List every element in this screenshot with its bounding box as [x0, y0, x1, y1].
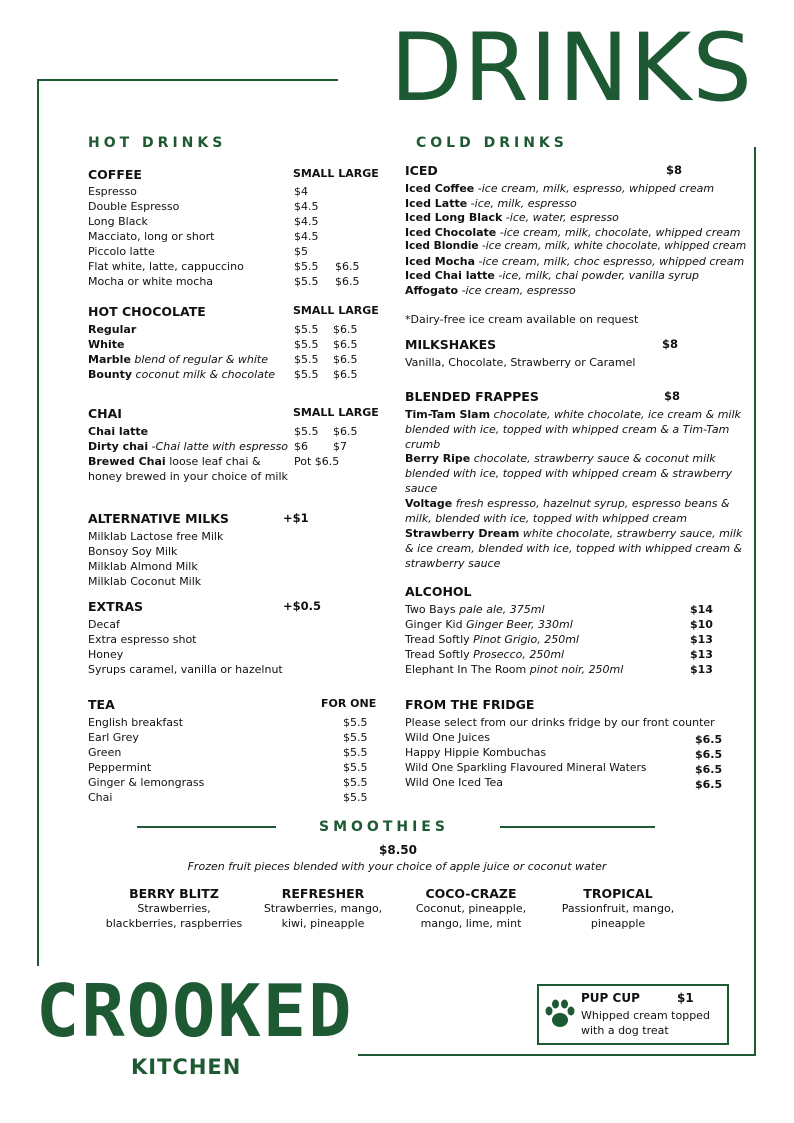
price: $5.5: [294, 368, 319, 381]
list-item: Syrups caramel, vanilla or hazelnut: [88, 663, 283, 676]
price: $5.5: [294, 338, 319, 351]
menu-item: Iced Chocolate -ice cream, milk, chocolate, whipped cream: [405, 226, 741, 239]
price: $6.5: [695, 763, 723, 776]
smoothie-ingredients: pineapple: [590, 917, 646, 930]
price: $5.5: [343, 731, 368, 744]
price: $4.5: [294, 230, 319, 243]
chai-heading: CHAI: [88, 406, 122, 421]
price: $4: [294, 185, 308, 198]
menu-item: Brewed Chai loose leaf chai &: [88, 455, 261, 468]
price: $6.5: [333, 368, 358, 381]
cold-drinks-heading: COLD DRINKS: [416, 135, 568, 151]
iced-price: $8: [666, 163, 683, 177]
price: $6.5: [335, 260, 360, 273]
price: $5.5: [343, 746, 368, 759]
frame-left-line: [37, 79, 39, 966]
list-item: Decaf: [88, 618, 120, 631]
menu-item: Double Espresso: [88, 200, 180, 213]
menu-item: Iced Coffee -ice cream, milk, espresso, whipped cream: [405, 182, 715, 195]
alt-milks-price: +$1: [283, 511, 309, 525]
price: $5.5: [294, 260, 319, 273]
price: $14: [690, 603, 713, 616]
tea-size-header: FOR ONE: [321, 697, 377, 710]
price: $5.5: [294, 425, 319, 438]
smoothies-desc: Frozen fruit pieces blended with your choice of apple juice or coconut water: [187, 860, 607, 873]
menu-item: Flat white, latte, cappuccino: [88, 260, 244, 273]
menu-item: Iced Blondie -ice cream, milk, white chocolate, whipped cream: [405, 240, 747, 252]
menu-item: Chai: [88, 791, 113, 804]
list-item: Milklab Lactose free Milk: [88, 530, 224, 543]
frappe-item: Strawberry Dream white chocolate, strawberry sauce, milk & ice cream, blended with ice, topped with whipped cream & strawberry sauce: [405, 527, 743, 570]
smoothie-ingredients: blackberries, raspberries: [105, 917, 243, 930]
price: $6.5: [333, 323, 358, 336]
smoothie-name: COCO-CRAZE: [425, 886, 517, 901]
price: $5.5: [294, 323, 319, 336]
menu-item: Two Bays pale ale, 375ml: [405, 603, 545, 616]
extras-price: +$0.5: [283, 599, 322, 613]
smoothie-name: TROPICAL: [583, 886, 653, 901]
coffee-heading: COFFEE: [88, 167, 142, 182]
alt-milks-heading: ALTERNATIVE MILKS: [88, 511, 229, 526]
price: $13: [690, 663, 713, 676]
menu-item: Dirty chai -Chai latte with espresso: [88, 440, 289, 453]
hot-chocolate-size-header: SMALL LARGE: [293, 304, 379, 317]
menu-item: Iced Latte -ice, milk, espresso: [405, 197, 577, 210]
pup-cup-box: [537, 984, 729, 1045]
smoothie-ingredients: Strawberries, mango,: [263, 902, 383, 915]
menu-item: Ginger & lemongrass: [88, 776, 205, 789]
menu-item: Green: [88, 746, 122, 759]
frappes-price: $8: [664, 389, 681, 403]
menu-item: Tread Softly Prosecco, 250ml: [405, 648, 565, 661]
price: $6.5: [695, 778, 723, 791]
menu-item: Long Black: [88, 215, 148, 228]
smoothie-ingredients: kiwi, pineapple: [281, 917, 365, 930]
price: $6: [294, 440, 308, 453]
list-item: Bonsoy Soy Milk: [88, 545, 178, 558]
menu-item: Affogato -ice cream, espresso: [405, 284, 576, 297]
menu-item: Wild One Sparkling Flavoured Mineral Waters: [405, 761, 647, 774]
smoothie-ingredients: mango, lime, mint: [420, 917, 522, 930]
price: $5.5: [343, 716, 368, 729]
price: $6.5: [695, 748, 723, 761]
list-item: Honey: [88, 648, 124, 661]
price: $5.5: [294, 353, 319, 366]
alcohol-heading: ALCOHOL: [405, 584, 472, 599]
dairy-free-note: *Dairy-free ice cream available on request: [405, 313, 639, 326]
pup-cup-name: PUP CUP: [581, 991, 640, 1005]
price: $6.5: [333, 353, 358, 366]
frappe-item: Voltage fresh espresso, hazelnut syrup, espresso beans & milk, blended with ice, topped with whipped cream: [405, 497, 730, 525]
menu-item: Piccolo latte: [88, 245, 155, 258]
price: $5.5: [343, 761, 368, 774]
menu-item: English breakfast: [88, 716, 184, 729]
fridge-intro: Please select from our drinks fridge by our front counter: [405, 716, 715, 729]
frappe-item: Berry Ripe chocolate, strawberry sauce & coconut milk blended with ice, topped with whipped cream & strawberry sauce: [405, 452, 733, 495]
price: $13: [690, 633, 713, 646]
menu-item: Iced Long Black -ice, water, espresso: [405, 211, 619, 224]
menu-item: Wild One Iced Tea: [405, 776, 504, 789]
smoothie-name: REFRESHER: [281, 886, 365, 901]
menu-item: Regular: [88, 323, 137, 336]
milkshakes-price: $8: [662, 337, 679, 351]
menu-item: Elephant In The Room pinot noir, 250ml: [405, 663, 624, 676]
price: $4.5: [294, 215, 319, 228]
pup-cup-desc: Whipped cream topped: [581, 1009, 710, 1022]
smoothie-name: BERRY BLITZ: [129, 886, 219, 901]
smoothies-price: $8.50: [379, 843, 417, 857]
price: $6.5: [333, 425, 358, 438]
price: $6.5: [333, 338, 358, 351]
list-item: Milklab Almond Milk: [88, 560, 198, 573]
menu-item-desc: honey brewed in your choice of milk: [88, 470, 288, 483]
price: $4.5: [294, 200, 319, 213]
smoothies-rule-left: [137, 826, 276, 828]
price: Pot $6.5: [294, 455, 340, 468]
price: $5.5: [343, 776, 368, 789]
paw-icon: [542, 996, 578, 1036]
price: $7: [333, 440, 347, 453]
pup-cup-desc: with a dog treat: [581, 1024, 669, 1037]
milkshake-flavours: Vanilla, Chocolate, Strawberry or Caramel: [405, 356, 636, 369]
smoothie-item: [396, 886, 546, 931]
frappe-item: Tim-Tam Slam chocolate, white chocolate, ice cream & milk blended with ice, topped with whipped cream & a Tim-Tam crumb: [405, 408, 741, 451]
price: $5.5: [343, 791, 368, 804]
smoothie-item: [543, 886, 693, 931]
list-item: Extra espresso shot: [88, 633, 197, 646]
frame-top-line: [37, 79, 338, 81]
menu-item: Macciato, long or short: [88, 230, 215, 243]
menu-item: Iced Mocha -ice cream, milk, choc espresso, whipped cream: [405, 255, 745, 268]
hot-drinks-heading: HOT DRINKS: [88, 135, 227, 151]
smoothie-item: [99, 886, 249, 931]
smoothie-ingredients: Passionfruit, mango,: [561, 902, 675, 915]
milkshakes-heading: MILKSHAKES: [405, 337, 497, 352]
hot-chocolate-heading: HOT CHOCOLATE: [88, 304, 206, 319]
frame-right-line: [754, 147, 756, 1055]
menu-item: Tread Softly Pinot Grigio, 250ml: [405, 633, 579, 646]
price: $10: [690, 618, 713, 631]
chai-size-header: SMALL LARGE: [293, 406, 379, 419]
smoothies-heading: SMOOTHIES: [319, 819, 449, 835]
menu-item: Earl Grey: [88, 731, 139, 744]
price: $5.5: [294, 275, 319, 288]
menu-item: Peppermint: [88, 761, 152, 774]
menu-item: Marble blend of regular & white: [88, 353, 268, 366]
menu-item: Wild One Juices: [405, 731, 490, 744]
menu-item: Ginger Kid Ginger Beer, 330ml: [405, 618, 573, 631]
price: $6.5: [335, 275, 360, 288]
menu-item: Bounty coconut milk & chocolate: [88, 368, 276, 381]
menu-item: White: [88, 338, 125, 351]
pup-cup-price: $1: [677, 991, 694, 1005]
price: $5: [294, 245, 308, 258]
extras-heading: EXTRAS: [88, 599, 144, 614]
brand-logo: CROOKED: [36, 969, 354, 1053]
frame-bottom-line: [358, 1054, 756, 1056]
fridge-heading: FROM THE FRIDGE: [405, 697, 535, 712]
coffee-size-header: SMALL LARGE: [293, 167, 379, 180]
smoothie-item: [248, 886, 398, 931]
page-title: DRINKS: [390, 14, 754, 123]
smoothie-ingredients: Strawberries,: [137, 902, 211, 915]
tea-heading: TEA: [88, 697, 115, 712]
brand-logo-subtitle: KITCHEN: [131, 1055, 242, 1079]
menu-item: Espresso: [88, 185, 137, 198]
frappes-heading: BLENDED FRAPPES: [405, 389, 539, 404]
menu-item: Mocha or white mocha: [88, 275, 214, 288]
smoothie-ingredients: Coconut, pineapple,: [415, 902, 527, 915]
menu-item: Chai latte: [88, 425, 149, 438]
iced-heading: ICED: [405, 163, 438, 178]
menu-item: Iced Chai latte -ice, milk, chai powder, vanilla syrup: [405, 269, 700, 282]
menu-item: Happy Hippie Kombuchas: [405, 746, 547, 759]
price: $13: [690, 648, 713, 661]
price: $6.5: [695, 733, 723, 746]
smoothies-rule-right: [500, 826, 655, 828]
list-item: Milklab Coconut Milk: [88, 575, 202, 588]
